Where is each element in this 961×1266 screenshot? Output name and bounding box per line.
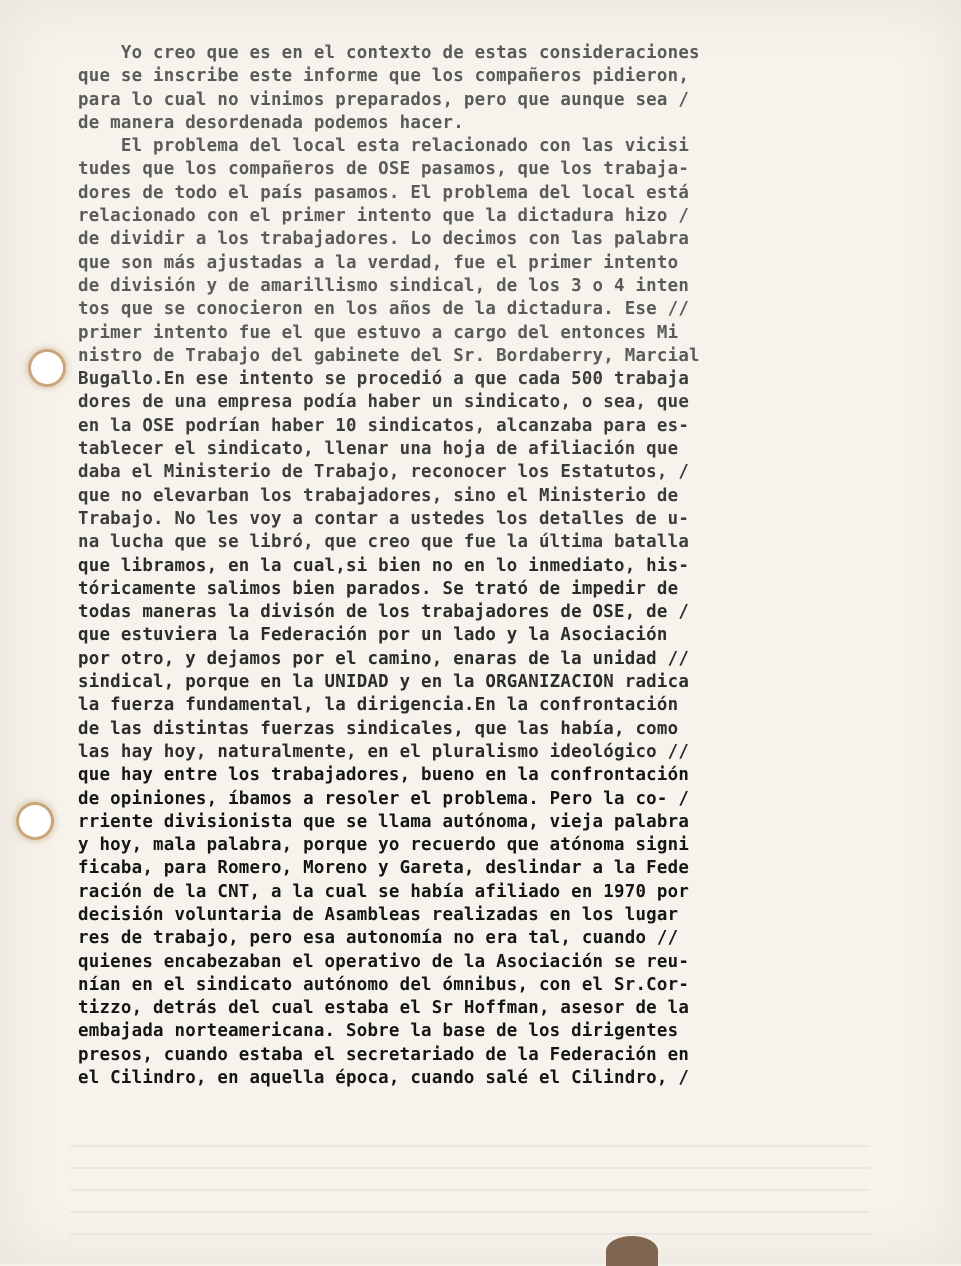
text-line: dores de una empresa podía haber un sindicato, o sea, que bbox=[78, 392, 690, 413]
text-line: embajada norteamericana. Sobre la base de los dirigentes bbox=[78, 1021, 679, 1042]
text-line: tóricamente salimos bien parados. Se trató de impedir de bbox=[78, 578, 679, 599]
text-line: en la OSE podrían haber 10 sindicatos, alcanzaba para es- bbox=[78, 415, 690, 436]
text-line: la fuerza fundamental, la dirigencia.En la confrontación bbox=[78, 695, 679, 716]
text-line: tos que se conocieron en los años de la dictadura. Ese // bbox=[78, 299, 690, 320]
text-line: que son más ajustadas a la verdad, fue el primer intento bbox=[78, 252, 679, 273]
text-line: que libramos, en la cual,si bien no en lo inmediato, his- bbox=[78, 555, 690, 576]
text-line: que estuviera la Federación por un lado y la Asociación bbox=[78, 625, 668, 646]
text-line: tudes que los compañeros de OSE pasamos, que los trabaja- bbox=[78, 159, 690, 180]
text-line: las hay hoy, naturalmente, en el pluralismo ideológico // bbox=[78, 741, 690, 762]
text-line: presos, cuando estaba el secretariado de la Federación en bbox=[78, 1044, 690, 1065]
text-line: nían en el sindicato autónomo del ómnibus, con el Sr.Cor- bbox=[78, 974, 690, 995]
text-line: todas maneras la divisón de los trabajadores de OSE, de / bbox=[78, 602, 690, 623]
text-line: ficaba, para Romero, Moreno y Gareta, deslindar a la Fede bbox=[78, 858, 690, 879]
text-line: que hay entre los trabajadores, bueno en la confrontación bbox=[78, 765, 690, 786]
text-line: relacionado con el primer intento que la dictadura hizo / bbox=[78, 206, 690, 227]
text-line: dores de todo el país pasamos. El problema del local está bbox=[78, 182, 690, 203]
text-line: res de trabajo, pero esa autonomía no era tal, cuando // bbox=[78, 928, 679, 949]
paper-stain bbox=[606, 1236, 658, 1266]
text-line: que no elevarban los trabajadores, sino el Ministerio de bbox=[78, 485, 679, 506]
text-line: na lucha que se libró, que creo que fue la última batalla bbox=[78, 532, 690, 553]
text-line: primer intento fue el que estuvo a cargo del entonces Mi bbox=[78, 322, 679, 343]
text-line: El problema del local esta relacionado con las vicisi bbox=[78, 136, 690, 157]
text-line: sindical, porque en la UNIDAD y en la ORGANIZACION radica bbox=[78, 672, 690, 693]
text-line: Trabajo. No les voy a contar a ustedes los detalles de u- bbox=[78, 508, 690, 529]
text-line: de dividir a los trabajadores. Lo decimos con las palabra bbox=[78, 229, 690, 250]
text-line: de las distintas fuerzas sindicales, que las había, como bbox=[78, 718, 679, 739]
text-line: de manera desordenada podemos hacer. bbox=[78, 112, 464, 133]
text-line: y hoy, mala palabra, porque yo recuerdo que atónoma signi bbox=[78, 835, 690, 856]
text-line: quienes encabezaban el operativo de la Asociación se reu- bbox=[78, 951, 690, 972]
text-line: nistro de Trabajo del gabinete del Sr. Bordaberry, Marcial bbox=[78, 345, 700, 366]
text-line: daba el Ministerio de Trabajo, reconocer los Estatutos, / bbox=[78, 462, 690, 483]
text-line: de opiniones, íbamos a resoler el problema. Pero la co- / bbox=[78, 788, 690, 809]
text-line: que se inscribe este informe que los compañeros pidieron, bbox=[78, 66, 690, 87]
punch-hole-bottom bbox=[19, 805, 51, 837]
punch-hole-top bbox=[31, 352, 63, 384]
text-line: tizzo, detrás del cual estaba el Sr Hoffman, asesor de la bbox=[78, 998, 690, 1019]
text-line: el Cilindro, en aquella época, cuando salé el Cilindro, / bbox=[78, 1068, 690, 1089]
text-line: por otro, y dejamos por el camino, enaras de la unidad // bbox=[78, 648, 690, 669]
text-line: ración de la CNT, a la cual se había afiliado en 1970 por bbox=[78, 881, 690, 902]
bleed-through-text bbox=[70, 1125, 870, 1235]
text-line: Bugallo.En ese intento se procedió a que cada 500 trabaja bbox=[78, 369, 690, 390]
text-line: Yo creo que es en el contexto de estas consideraciones bbox=[78, 43, 700, 63]
text-line: decisión voluntaria de Asambleas realizadas en los lugar bbox=[78, 904, 679, 925]
text-line: rriente divisionista que se llama autónoma, vieja palabra bbox=[78, 811, 690, 832]
text-line: de división y de amarillismo sindical, de los 3 o 4 inten bbox=[78, 275, 690, 296]
text-line: tablecer el sindicato, llenar una hoja de afiliación que bbox=[78, 439, 679, 460]
text-line: para lo cual no vinimos preparados, pero que aunque sea / bbox=[78, 89, 690, 110]
body-text bbox=[78, 42, 858, 1090]
